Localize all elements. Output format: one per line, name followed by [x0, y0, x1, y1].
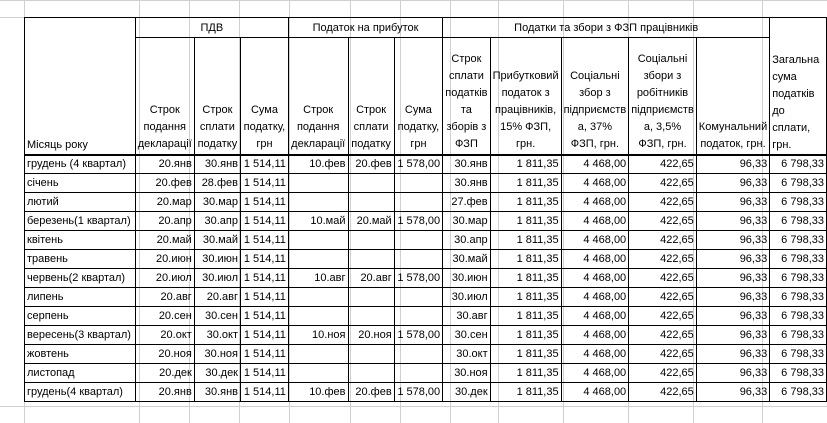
row-month-cell[interactable]: серпень — [25, 307, 136, 326]
table-row — [25, 364, 827, 383]
row-soc-worker-cell[interactable]: 422,65 — [629, 364, 697, 383]
header-vat-sum[interactable]: Сума податку, грн — [241, 38, 289, 155]
row-month-cell[interactable]: березень(1 квартал) — [25, 212, 136, 231]
header-income-tax[interactable]: Прибутковий податок з працівників, 15% ФЗП, грн. — [490, 38, 561, 155]
row-vat-pay-cell[interactable]: 30.дек — [194, 364, 240, 383]
row-soc-worker-cell[interactable]: 422,65 — [629, 155, 697, 174]
row-month-cell[interactable]: лютий — [25, 193, 136, 212]
row-total-cell[interactable]: 6 798,33 — [770, 307, 827, 326]
header-payroll-pay[interactable]: Строк сплати податків та зборів з ФЗП — [443, 38, 490, 155]
table-row — [25, 345, 827, 364]
table-row — [25, 212, 827, 231]
row-profit-pay-cell[interactable] — [348, 345, 394, 364]
row-vat-sum-cell[interactable]: 1 514,11 — [241, 288, 289, 307]
row-soc-worker-cell[interactable]: 422,65 — [629, 250, 697, 269]
row-profit-decl-cell[interactable]: 10.ноя — [288, 326, 348, 345]
row-vat-decl-cell[interactable]: 20.янв — [135, 383, 194, 402]
row-vat-sum-cell[interactable]: 1 514,11 — [241, 307, 289, 326]
row-profit-pay-cell[interactable] — [348, 307, 394, 326]
row-total-cell[interactable]: 6 798,33 — [770, 326, 827, 345]
row-month-cell[interactable]: червень(2 квартал) — [25, 269, 136, 288]
row-profit-sum-cell[interactable] — [394, 250, 442, 269]
group-header-row — [25, 18, 827, 38]
table-row — [25, 193, 827, 212]
row-vat-pay-cell[interactable]: 30.ноя — [194, 345, 240, 364]
header-profit-decl[interactable]: Строк подання декларації — [288, 38, 348, 155]
row-vat-sum-cell[interactable]: 1 514,11 — [241, 155, 289, 174]
header-soc-worker[interactable]: Соціальні збори з робітників підприємств а, 3,5% ФЗП, грн. — [629, 38, 697, 155]
row-soc-employer-cell[interactable]: 4 468,00 — [561, 174, 629, 193]
row-vat-sum-cell[interactable]: 1 514,11 — [241, 345, 289, 364]
row-profit-sum-cell[interactable]: 1 578,00 — [394, 383, 442, 402]
row-month-cell[interactable]: квітень — [25, 231, 136, 250]
header-soc-employer[interactable]: Соціальні збор з підприємств а, 37% ФЗП, грн. — [561, 38, 629, 155]
row-month-cell[interactable]: січень — [25, 174, 136, 193]
table-row — [25, 307, 827, 326]
row-income-tax-cell[interactable]: 1 811,35 — [490, 326, 561, 345]
row-utility-cell[interactable]: 96,33 — [696, 174, 769, 193]
row-income-tax-cell[interactable]: 1 811,35 — [490, 269, 561, 288]
row-profit-pay-cell[interactable] — [348, 231, 394, 250]
row-soc-worker-cell[interactable]: 422,65 — [629, 288, 697, 307]
row-profit-pay-cell[interactable]: 20.авг — [348, 269, 394, 288]
row-soc-worker-cell[interactable]: 422,65 — [629, 326, 697, 345]
table-row — [25, 231, 827, 250]
row-vat-decl-cell[interactable]: 20.окт — [135, 326, 194, 345]
row-soc-worker-cell[interactable]: 422,65 — [629, 193, 697, 212]
header-vat-pay[interactable]: Строк сплати податку — [194, 38, 240, 155]
table-row — [25, 269, 827, 288]
row-payroll-pay-cell[interactable]: 30.янв — [443, 174, 490, 193]
row-vat-pay-cell[interactable]: 28.фев — [194, 174, 240, 193]
row-vat-decl-cell[interactable]: 20.янв — [135, 155, 194, 174]
row-income-tax-cell[interactable]: 1 811,35 — [490, 155, 561, 174]
row-vat-sum-cell[interactable]: 1 514,11 — [241, 231, 289, 250]
row-payroll-pay-cell[interactable]: 30.июн — [443, 269, 490, 288]
header-total[interactable]: Загальна сума податків до сплати, грн. — [770, 18, 827, 155]
row-payroll-pay-cell[interactable]: 27.фев — [443, 193, 490, 212]
table-row — [25, 326, 827, 345]
row-vat-sum-cell[interactable]: 1 514,11 — [241, 269, 289, 288]
row-profit-decl-cell[interactable] — [288, 307, 348, 326]
row-income-tax-cell[interactable]: 1 811,35 — [490, 383, 561, 402]
row-soc-employer-cell[interactable]: 4 468,00 — [561, 326, 629, 345]
row-payroll-pay-cell[interactable]: 30.мар — [443, 212, 490, 231]
row-total-cell[interactable]: 6 798,33 — [770, 174, 827, 193]
row-profit-sum-cell[interactable]: 1 578,00 — [394, 326, 442, 345]
row-utility-cell[interactable]: 96,33 — [696, 193, 769, 212]
row-profit-pay-cell[interactable]: 20.май — [348, 212, 394, 231]
row-soc-employer-cell[interactable]: 4 468,00 — [561, 383, 629, 402]
row-utility-cell[interactable]: 96,33 — [696, 364, 769, 383]
row-income-tax-cell[interactable]: 1 811,35 — [490, 193, 561, 212]
row-vat-decl-cell[interactable]: 20.июн — [135, 250, 194, 269]
row-payroll-pay-cell[interactable]: 30.июл — [443, 288, 490, 307]
row-vat-pay-cell[interactable]: 30.май — [194, 231, 240, 250]
header-vat-decl[interactable]: Строк подання декларації — [135, 38, 194, 155]
row-profit-decl-cell[interactable] — [288, 345, 348, 364]
row-profit-decl-cell[interactable] — [288, 193, 348, 212]
row-vat-sum-cell[interactable]: 1 514,11 — [241, 193, 289, 212]
row-profit-decl-cell[interactable] — [288, 174, 348, 193]
row-soc-worker-cell[interactable]: 422,65 — [629, 212, 697, 231]
row-vat-pay-cell[interactable]: 30.мар — [194, 193, 240, 212]
row-profit-sum-cell[interactable] — [394, 345, 442, 364]
row-month-cell[interactable]: грудень (4 квартал) — [25, 155, 136, 174]
row-soc-worker-cell[interactable]: 422,65 — [629, 231, 697, 250]
row-total-cell[interactable]: 6 798,33 — [770, 269, 827, 288]
row-soc-employer-cell[interactable]: 4 468,00 — [561, 193, 629, 212]
row-vat-decl-cell[interactable]: 20.дек — [135, 364, 194, 383]
row-soc-employer-cell[interactable]: 4 468,00 — [561, 345, 629, 364]
row-month-cell[interactable]: вересень(3 квартал) — [25, 326, 136, 345]
row-soc-worker-cell[interactable]: 422,65 — [629, 383, 697, 402]
row-utility-cell[interactable]: 96,33 — [696, 155, 769, 174]
header-vat-group[interactable]: ПДВ — [135, 18, 288, 38]
header-utility[interactable]: Комунальний податок, грн. — [696, 38, 769, 155]
header-profit-group[interactable]: Податок на прибуток — [288, 18, 442, 38]
row-total-cell[interactable]: 6 798,33 — [770, 155, 827, 174]
table-row — [25, 288, 827, 307]
row-vat-sum-cell[interactable]: 1 514,11 — [241, 364, 289, 383]
row-vat-decl-cell[interactable]: 20.авг — [135, 288, 194, 307]
row-month-cell[interactable]: жовтень — [25, 345, 136, 364]
row-total-cell[interactable]: 6 798,33 — [770, 383, 827, 402]
row-profit-sum-cell[interactable]: 1 578,00 — [394, 155, 442, 174]
row-profit-pay-cell[interactable]: 20.фев — [348, 383, 394, 402]
row-soc-worker-cell[interactable]: 422,65 — [629, 174, 697, 193]
row-soc-employer-cell[interactable]: 4 468,00 — [561, 231, 629, 250]
row-profit-pay-cell[interactable] — [348, 193, 394, 212]
row-income-tax-cell[interactable]: 1 811,35 — [490, 364, 561, 383]
row-payroll-pay-cell[interactable]: 30.янв — [443, 155, 490, 174]
row-utility-cell[interactable]: 96,33 — [696, 345, 769, 364]
row-profit-decl-cell[interactable] — [288, 288, 348, 307]
header-profit-sum[interactable]: Сума податку, грн — [394, 38, 442, 155]
row-profit-pay-cell[interactable]: 20.фев — [348, 155, 394, 174]
row-payroll-pay-cell[interactable]: 30.авг — [443, 307, 490, 326]
row-utility-cell[interactable]: 96,33 — [696, 212, 769, 231]
row-vat-pay-cell[interactable]: 30.окт — [194, 326, 240, 345]
row-utility-cell[interactable]: 96,33 — [696, 250, 769, 269]
row-vat-pay-cell[interactable]: 30.янв — [194, 155, 240, 174]
row-profit-pay-cell[interactable] — [348, 250, 394, 269]
row-month-cell[interactable]: листопад — [25, 364, 136, 383]
row-profit-sum-cell[interactable]: 1 578,00 — [394, 212, 442, 231]
row-soc-worker-cell[interactable]: 422,65 — [629, 307, 697, 326]
row-utility-cell[interactable]: 96,33 — [696, 383, 769, 402]
row-profit-pay-cell[interactable] — [348, 174, 394, 193]
row-vat-sum-cell[interactable]: 1 514,11 — [241, 383, 289, 402]
table-row — [25, 383, 827, 402]
row-vat-pay-cell[interactable]: 30.сен — [194, 307, 240, 326]
row-month-cell[interactable]: травень — [25, 250, 136, 269]
row-payroll-pay-cell[interactable]: 30.дек — [443, 383, 490, 402]
row-soc-employer-cell[interactable]: 4 468,00 — [561, 269, 629, 288]
row-soc-worker-cell[interactable]: 422,65 — [629, 269, 697, 288]
row-soc-employer-cell[interactable]: 4 468,00 — [561, 288, 629, 307]
row-soc-employer-cell[interactable]: 4 468,00 — [561, 212, 629, 231]
row-vat-pay-cell[interactable]: 30.июн — [194, 250, 240, 269]
row-vat-decl-cell[interactable]: 20.ноя — [135, 345, 194, 364]
tax-schedule-table — [24, 17, 827, 402]
row-vat-sum-cell[interactable]: 1 514,11 — [241, 212, 289, 231]
row-month-cell[interactable]: липень — [25, 288, 136, 307]
row-total-cell[interactable]: 6 798,33 — [770, 193, 827, 212]
row-income-tax-cell[interactable]: 1 811,35 — [490, 345, 561, 364]
row-vat-pay-cell[interactable]: 30.апр — [194, 212, 240, 231]
row-income-tax-cell[interactable]: 1 811,35 — [490, 212, 561, 231]
row-vat-decl-cell[interactable]: 20.сен — [135, 307, 194, 326]
row-profit-decl-cell[interactable] — [288, 364, 348, 383]
row-payroll-pay-cell[interactable]: 30.ноя — [443, 364, 490, 383]
row-utility-cell[interactable]: 96,33 — [696, 307, 769, 326]
row-profit-decl-cell[interactable]: 10.авг — [288, 269, 348, 288]
row-vat-decl-cell[interactable]: 20.мар — [135, 193, 194, 212]
row-utility-cell[interactable]: 96,33 — [696, 326, 769, 345]
row-income-tax-cell[interactable]: 1 811,35 — [490, 307, 561, 326]
row-total-cell[interactable]: 6 798,33 — [770, 364, 827, 383]
header-profit-pay[interactable]: Строк сплати податку — [348, 38, 394, 155]
row-profit-decl-cell[interactable]: 10.фев — [288, 383, 348, 402]
header-month[interactable]: Місяць року — [25, 18, 136, 155]
row-profit-sum-cell[interactable] — [394, 174, 442, 193]
row-vat-decl-cell[interactable]: 20.апр — [135, 212, 194, 231]
row-profit-decl-cell[interactable] — [288, 250, 348, 269]
row-utility-cell[interactable]: 96,33 — [696, 231, 769, 250]
row-profit-decl-cell[interactable]: 10.май — [288, 212, 348, 231]
row-vat-decl-cell[interactable]: 20.май — [135, 231, 194, 250]
table-row — [25, 174, 827, 193]
row-income-tax-cell[interactable]: 1 811,35 — [490, 231, 561, 250]
row-profit-sum-cell[interactable] — [394, 364, 442, 383]
row-vat-sum-cell[interactable]: 1 514,11 — [241, 326, 289, 345]
row-soc-employer-cell[interactable]: 4 468,00 — [561, 364, 629, 383]
row-total-cell[interactable]: 6 798,33 — [770, 288, 827, 307]
row-vat-pay-cell[interactable]: 30.июл — [194, 269, 240, 288]
row-payroll-pay-cell[interactable]: 30.сен — [443, 326, 490, 345]
row-payroll-pay-cell[interactable]: 30.окт — [443, 345, 490, 364]
row-soc-employer-cell[interactable]: 4 468,00 — [561, 307, 629, 326]
row-vat-decl-cell[interactable]: 20.июл — [135, 269, 194, 288]
row-vat-pay-cell[interactable]: 30.янв — [194, 383, 240, 402]
row-vat-pay-cell[interactable]: 20.авг — [194, 288, 240, 307]
header-payroll-group[interactable]: Податки та збори з ФЗП працівників — [443, 18, 770, 38]
row-utility-cell[interactable]: 96,33 — [696, 269, 769, 288]
row-total-cell[interactable]: 6 798,33 — [770, 345, 827, 364]
row-payroll-pay-cell[interactable]: 30.май — [443, 250, 490, 269]
row-profit-sum-cell[interactable] — [394, 288, 442, 307]
row-income-tax-cell[interactable]: 1 811,35 — [490, 288, 561, 307]
row-total-cell[interactable]: 6 798,33 — [770, 250, 827, 269]
row-profit-sum-cell[interactable] — [394, 231, 442, 250]
row-profit-pay-cell[interactable] — [348, 364, 394, 383]
column-header-row — [25, 38, 827, 155]
row-profit-decl-cell[interactable] — [288, 231, 348, 250]
row-total-cell[interactable]: 6 798,33 — [770, 212, 827, 231]
row-vat-decl-cell[interactable]: 20.фев — [135, 174, 194, 193]
table-row — [25, 155, 827, 174]
row-income-tax-cell[interactable]: 1 811,35 — [490, 174, 561, 193]
row-income-tax-cell[interactable]: 1 811,35 — [490, 250, 561, 269]
row-soc-employer-cell[interactable]: 4 468,00 — [561, 250, 629, 269]
row-total-cell[interactable]: 6 798,33 — [770, 231, 827, 250]
row-vat-sum-cell[interactable]: 1 514,11 — [241, 250, 289, 269]
row-soc-worker-cell[interactable]: 422,65 — [629, 345, 697, 364]
row-payroll-pay-cell[interactable]: 30.апр — [443, 231, 490, 250]
row-profit-sum-cell[interactable]: 1 578,00 — [394, 269, 442, 288]
row-profit-pay-cell[interactable] — [348, 288, 394, 307]
row-profit-sum-cell[interactable] — [394, 193, 442, 212]
table-row — [25, 250, 827, 269]
row-soc-employer-cell[interactable]: 4 468,00 — [561, 155, 629, 174]
row-vat-sum-cell[interactable]: 1 514,11 — [241, 174, 289, 193]
row-profit-sum-cell[interactable] — [394, 307, 442, 326]
row-profit-pay-cell[interactable]: 20.ноя — [348, 326, 394, 345]
row-utility-cell[interactable]: 96,33 — [696, 288, 769, 307]
row-profit-decl-cell[interactable]: 10.фев — [288, 155, 348, 174]
row-month-cell[interactable]: грудень(4 квартал) — [25, 383, 136, 402]
